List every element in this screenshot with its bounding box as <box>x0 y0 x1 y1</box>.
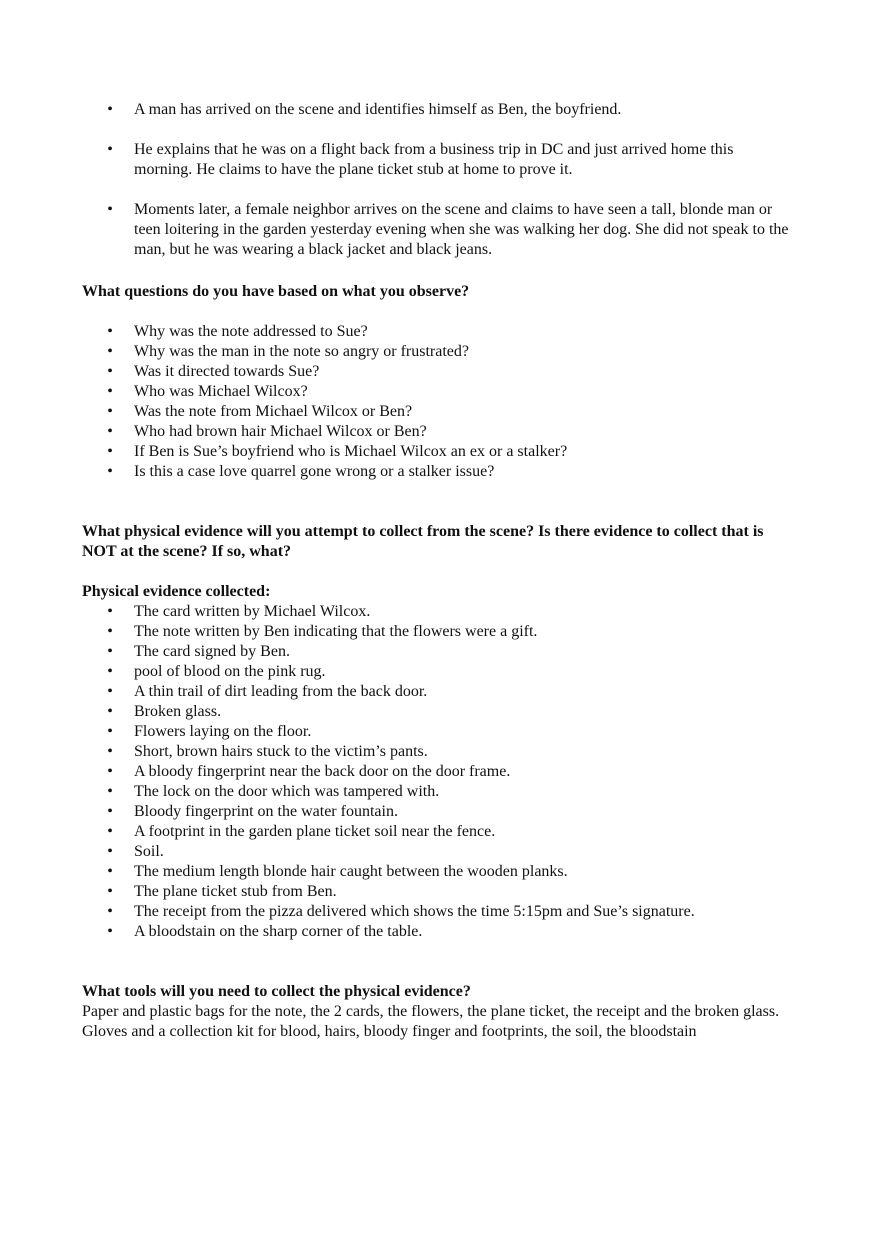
list-item <box>82 702 794 722</box>
questions-heading: What questions do you have based on what you observe? <box>82 283 470 300</box>
list-item-text: Broken glass. <box>134 703 222 720</box>
bullet-icon: • <box>107 363 113 380</box>
bullet-icon: • <box>107 663 113 680</box>
tools-paragraph: Paper and plastic bags for the note, the 2 cards, the flowers, the plane ticket, the receipt and the broken glass. Gloves and a collection kit for blood, hairs, bloody finger and footprints, the soil, the bloodstain <box>82 1003 780 1040</box>
list-item <box>82 602 794 622</box>
list-item-text: A bloody fingerprint near the back door on the door frame. <box>134 763 511 780</box>
list-item-text: The card signed by Ben. <box>134 643 290 660</box>
list-item <box>82 322 794 342</box>
list-item <box>82 922 794 942</box>
list-item-text: Short, brown hairs stuck to the victim’s pants. <box>134 743 428 760</box>
bullet-icon: • <box>107 803 113 820</box>
list-item <box>82 622 794 642</box>
list-item-text: Was the note from Michael Wilcox or Ben? <box>134 403 413 420</box>
intro-bullet-list <box>82 100 794 260</box>
bullet-icon: • <box>107 403 113 420</box>
evidence-collected-heading: Physical evidence collected: <box>82 583 271 600</box>
list-item <box>82 902 794 922</box>
list-item-text: Moments later, a female neighbor arrives on the scene and claims to have seen a tall, blonde man or teen loitering in the garden yesterday evening when she was walking her dog. She did not speak to the man, but he was wearing a black jacket and black jeans. <box>134 201 789 258</box>
bullet-icon: • <box>107 923 113 940</box>
evidence-question-heading: What physical evidence will you attempt to collect from the scene? Is there evidence to collect that is NOT at the scene? If so, what? <box>82 523 764 560</box>
list-item <box>82 342 794 362</box>
tools-heading: What tools will you need to collect the physical evidence? <box>82 983 471 1000</box>
list-item <box>82 442 794 462</box>
document-content <box>82 100 794 1042</box>
list-item-text: The note written by Ben indicating that the flowers were a gift. <box>134 623 538 640</box>
list-item-text: Who was Michael Wilcox? <box>134 383 308 400</box>
list-item <box>82 782 794 802</box>
bullet-icon: • <box>107 623 113 640</box>
list-item <box>82 682 794 702</box>
bullet-icon: • <box>107 883 113 900</box>
list-item <box>82 722 794 742</box>
list-item-text: Flowers laying on the floor. <box>134 723 312 740</box>
list-item <box>82 462 794 482</box>
questions-list <box>82 322 794 482</box>
bullet-icon: • <box>107 603 113 620</box>
list-item <box>82 762 794 782</box>
list-item-text: Who had brown hair Michael Wilcox or Ben? <box>134 423 427 440</box>
bullet-icon: • <box>107 323 113 340</box>
bullet-icon: • <box>107 723 113 740</box>
list-item <box>82 802 794 822</box>
list-item-text: A footprint in the garden plane ticket soil near the fence. <box>134 823 496 840</box>
list-item <box>82 422 794 442</box>
list-item <box>82 402 794 422</box>
list-item-text: Why was the man in the note so angry or frustrated? <box>134 343 470 360</box>
list-item-text: The card written by Michael Wilcox. <box>134 603 371 620</box>
list-item <box>82 642 794 662</box>
bullet-icon: • <box>107 201 113 218</box>
list-item-text: The receipt from the pizza delivered which shows the time 5:15pm and Sue’s signature. <box>134 903 695 920</box>
list-item-text: The lock on the door which was tampered with. <box>134 783 440 800</box>
bullet-icon: • <box>107 823 113 840</box>
bullet-icon: • <box>107 703 113 720</box>
list-item <box>82 200 794 260</box>
list-item-text: Soil. <box>134 843 164 860</box>
bullet-icon: • <box>107 903 113 920</box>
bullet-icon: • <box>107 783 113 800</box>
bullet-icon: • <box>107 101 113 118</box>
bullet-icon: • <box>107 743 113 760</box>
list-item <box>82 862 794 882</box>
list-item <box>82 140 794 180</box>
bullet-icon: • <box>107 683 113 700</box>
list-item-text: Was it directed towards Sue? <box>134 363 320 380</box>
list-item-text: If Ben is Sue’s boyfriend who is Michael Wilcox an ex or a stalker? <box>134 443 568 460</box>
list-item <box>82 100 794 120</box>
list-item <box>82 882 794 902</box>
bullet-icon: • <box>107 843 113 860</box>
list-item <box>82 742 794 762</box>
evidence-list <box>82 602 794 942</box>
list-item-text: A man has arrived on the scene and identifies himself as Ben, the boyfriend. <box>134 101 622 118</box>
list-item-text: He explains that he was on a flight back from a business trip in DC and just arrived home this morning. He claims to have the plane ticket stub at home to prove it. <box>134 141 734 178</box>
list-item-text: A thin trail of dirt leading from the back door. <box>134 683 428 700</box>
bullet-icon: • <box>107 643 113 660</box>
list-item-text: Bloody fingerprint on the water fountain. <box>134 803 398 820</box>
list-item-text: The medium length blonde hair caught between the wooden planks. <box>134 863 568 880</box>
list-item <box>82 362 794 382</box>
bullet-icon: • <box>107 763 113 780</box>
list-item-text: The plane ticket stub from Ben. <box>134 883 337 900</box>
list-item <box>82 662 794 682</box>
bullet-icon: • <box>107 141 113 158</box>
list-item-text: A bloodstain on the sharp corner of the table. <box>134 923 423 940</box>
bullet-icon: • <box>107 343 113 360</box>
bullet-icon: • <box>107 863 113 880</box>
bullet-icon: • <box>107 463 113 480</box>
bullet-icon: • <box>107 423 113 440</box>
list-item-text: Is this a case love quarrel gone wrong or a stalker issue? <box>134 463 495 480</box>
list-item <box>82 842 794 862</box>
list-item <box>82 822 794 842</box>
bullet-icon: • <box>107 443 113 460</box>
list-item-text: pool of blood on the pink rug. <box>134 663 326 680</box>
list-item <box>82 382 794 402</box>
list-item-text: Why was the note addressed to Sue? <box>134 323 368 340</box>
bullet-icon: • <box>107 383 113 400</box>
